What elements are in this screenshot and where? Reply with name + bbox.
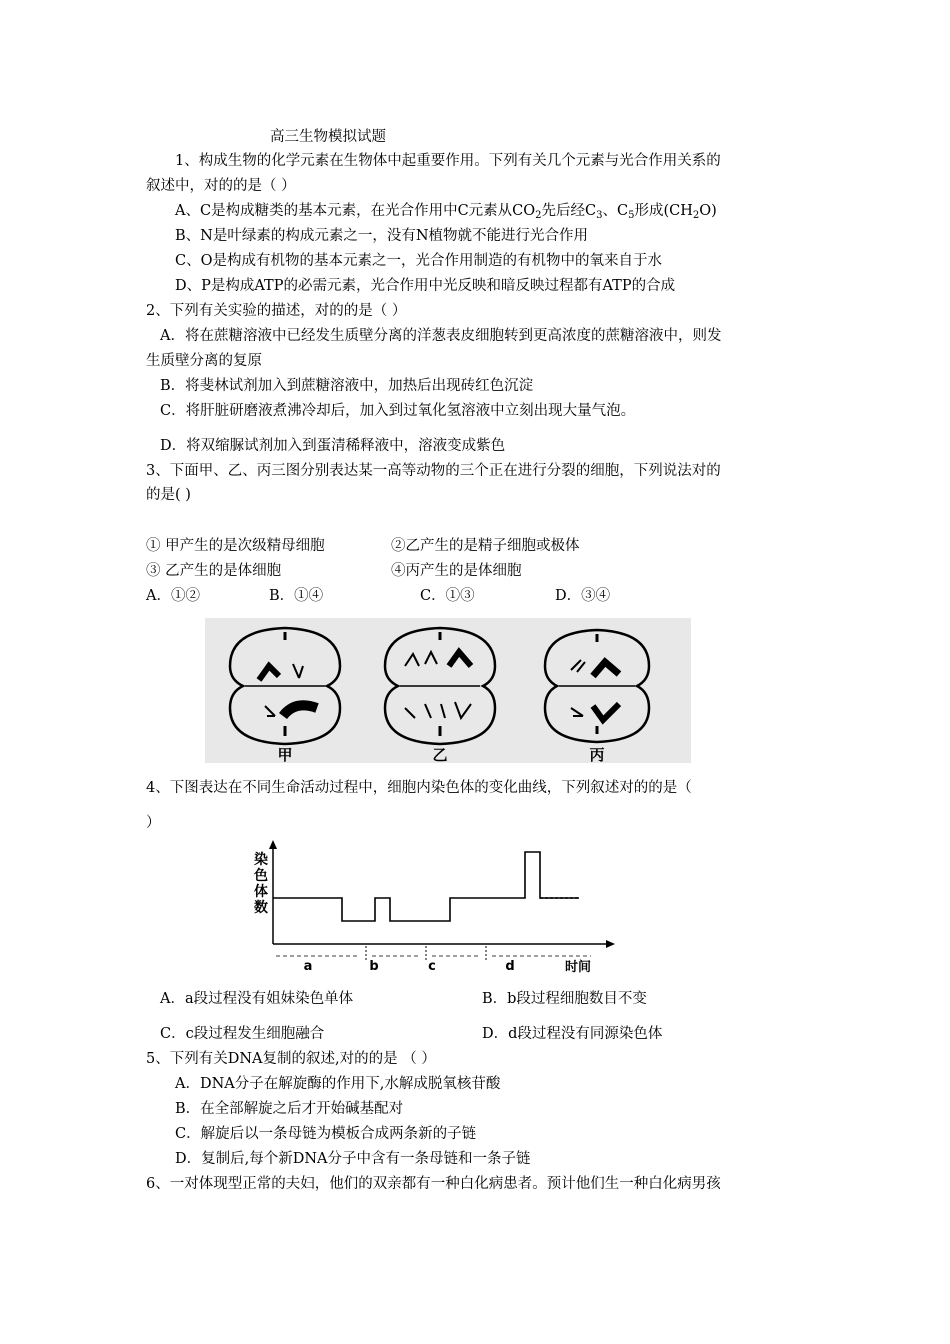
y-label-1: 染 <box>254 852 268 868</box>
segment-label-a: a <box>303 959 313 974</box>
q3-stem-cont: 的是( ) <box>146 487 191 503</box>
page-title: 高三生物模拟试题 <box>270 129 386 145</box>
q5-option-d: D．复制后,每个新DNA分子中含有一条母链和一条子链 <box>175 1151 531 1167</box>
q3-statement-2: ②乙产生的是精子细胞或极体 <box>391 538 580 554</box>
q4-option-c: C．c段过程发生细胞融合 <box>160 1026 325 1042</box>
q4-stem-cont: ） <box>146 815 161 831</box>
q2-option-a: A．将在蔗糖溶液中已经发生质壁分离的洋葱表皮细胞转到更高浓度的蔗糖溶液中，则发 <box>160 328 722 344</box>
cell-division-figure <box>205 618 691 763</box>
q3-option-a: A．①② <box>146 588 200 604</box>
q5-option-a: A．DNA分子在解旋酶的作用下,水解成脱氧核苷酸 <box>175 1076 501 1092</box>
q1-option-c: C、O是构成有机物的基本元素之一，光合作用制造的有机物中的氧来自于水 <box>175 253 662 269</box>
q4-option-b: B．b段过程细胞数目不变 <box>482 991 647 1007</box>
q1-option-d: D、P是构成ATP的必需元素，光合作用中光反映和暗反映过程都有ATP的合成 <box>175 278 676 294</box>
q2-option-b: B．将斐林试剂加入到蔗糖溶液中，加热后出现砖红色沉淀 <box>160 378 534 394</box>
cell-label-yi: 乙 <box>432 746 448 763</box>
q1-stem-cont: 叙述中，对的的是（ ） <box>146 178 296 194</box>
q4-stem: 4、下图表达在不同生命活动过程中，细胞内染色体的变化曲线，下列叙述对的的是（ <box>146 780 692 796</box>
q3-statement-4: ④丙产生的是体细胞 <box>391 563 522 579</box>
x-axis-label: 时间 <box>564 960 592 975</box>
q5-stem: 5、下列有关DNA复制的叙述,对的的是 （ ） <box>146 1051 436 1067</box>
q2-stem: 2、下列有关实验的描述，对的的是（ ） <box>146 303 407 319</box>
q3-option-d: D．③④ <box>555 588 611 604</box>
y-label-4: 数 <box>254 900 268 916</box>
q4-option-a: A．a段过程没有姐妹染色单体 <box>160 991 354 1007</box>
q5-option-b: B．在全部解旋之后才开始碱基配对 <box>175 1101 404 1117</box>
q2-option-d: D．将双缩脲试剂加入到蛋清稀释液中，溶液变成紫色 <box>160 438 506 454</box>
q1-stem: 1、构成生物的化学元素在生物体中起重要作用。下列有关几个元素与光合作用关系的 <box>175 153 721 169</box>
q3-statement-3: ③ 乙产生的是体细胞 <box>146 563 282 579</box>
q3-statement-1: ① 甲产生的是次级精母细胞 <box>146 538 325 554</box>
y-label-3: 体 <box>254 884 268 900</box>
segment-label-b: b <box>369 959 379 974</box>
cell-label-bing: 丙 <box>589 746 605 763</box>
chromosome-chart <box>248 840 628 980</box>
q1-option-a: A、C是构成糖类的基本元素，在光合作用中C元素从$CO_2$先后经$C_3$、$C_5$形成$(CH_2O)$ <box>175 203 717 221</box>
q4-option-d: D．d段过程没有同源染色体 <box>482 1026 663 1042</box>
chromosome-series-line <box>273 852 579 921</box>
segment-label-c: c <box>428 959 436 974</box>
y-label-2: 色 <box>254 868 268 884</box>
cell-label-jia: 甲 <box>277 746 293 763</box>
segment-label-d: d <box>505 959 515 974</box>
q3-option-c: C．①③ <box>420 588 475 604</box>
q1-option-b: B、N是叶绿素的构成元素之一，没有N植物就不能进行光合作用 <box>175 228 589 244</box>
q3-option-b: B．①④ <box>269 588 324 604</box>
q5-option-c: C．解旋后以一条母链为模板合成两条新的子链 <box>175 1126 477 1142</box>
q6-stem: 6、一对体现型正常的夫妇，他们的双亲都有一种白化病患者。预计他们生一种白化病男孩 <box>146 1176 721 1192</box>
y-axis-arrow <box>269 840 277 849</box>
x-axis-arrow <box>606 940 615 948</box>
q3-stem: 3、下面甲、乙、丙三图分别表达某一高等动物的三个正在进行分裂的细胞，下列说法对的 <box>146 463 721 479</box>
q2-option-a-cont: 生质壁分离的复原 <box>146 353 262 369</box>
q2-option-c: C．将肝脏研磨液煮沸冷却后，加入到过氧化氢溶液中立刻出现大量气泡。 <box>160 403 636 419</box>
